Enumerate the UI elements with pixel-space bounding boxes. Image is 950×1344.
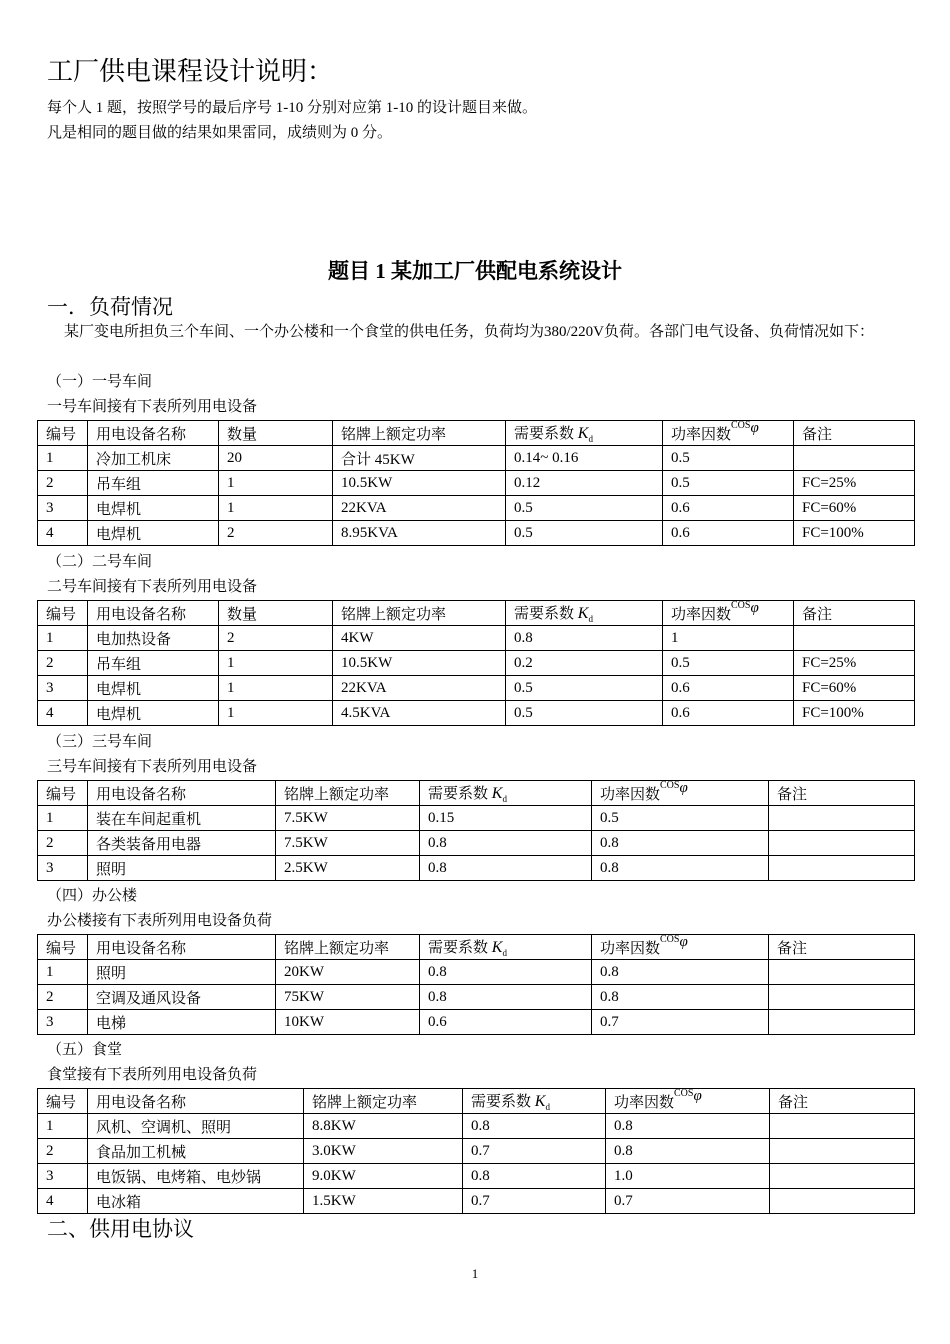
cell: 电梯 (88, 1010, 276, 1035)
cell: 0.6 (663, 676, 794, 701)
cell: FC=60% (794, 676, 915, 701)
cell (770, 1114, 915, 1139)
header-cell: 备注 (769, 935, 915, 960)
cell: 电焊机 (88, 496, 219, 521)
cell: 0.8 (592, 960, 769, 985)
cell (769, 1010, 915, 1035)
workshop2-table (37, 600, 915, 726)
cell: 0.8 (463, 1114, 606, 1139)
cell: 1 (219, 676, 333, 701)
cell: 0.7 (592, 1010, 769, 1035)
cell (770, 1189, 915, 1214)
workshop2-heading: （二）二号车间 (47, 554, 153, 570)
table-header-row (38, 935, 915, 960)
cell: 3.0KW (304, 1139, 463, 1164)
cell: 1 (38, 446, 88, 471)
cell: 0.6 (663, 701, 794, 726)
instruction-line-1: 每个人 1 题，按照学号的最后序号 1-10 分别对应第 1-10 的设计题目来做。 (47, 100, 537, 116)
cell: 0.8 (420, 985, 592, 1010)
cell: 2 (219, 521, 333, 546)
cell: 0.8 (592, 831, 769, 856)
header-label: 功率因数 (600, 786, 661, 803)
section-intro: 某厂变电所担负三个车间、一个办公楼和一个食堂的供电任务，负荷均为380/220V负荷。各部门电气设备、负荷情况如下： (64, 324, 875, 340)
header-cell-cos (663, 421, 794, 446)
canteen-caption: 食堂接有下表所列用电设备负荷 (47, 1067, 258, 1083)
table-header-row (38, 421, 915, 446)
cell: 吊车组 (88, 651, 219, 676)
header-cell-kd (420, 935, 592, 960)
cell: 0.5 (663, 471, 794, 496)
kd-symbol: $K_d$ (491, 938, 507, 959)
cell: 1 (38, 1114, 88, 1139)
workshop1-caption: 一号车间接有下表所列用电设备 (47, 399, 258, 415)
cell: 0.8 (592, 856, 769, 881)
table-row (38, 1189, 915, 1214)
cell: 电冰箱 (88, 1189, 304, 1214)
header-label: 需要系数 (428, 939, 489, 956)
kd-symbol: $K_d$ (534, 1092, 550, 1113)
header-cell: 用电设备名称 (88, 781, 276, 806)
cell: 4.5KVA (333, 701, 506, 726)
header-cell: 铭牌上额定功率 (276, 781, 420, 806)
cell: 2.5KW (276, 856, 420, 881)
phi-symbol: φ (750, 600, 759, 616)
table-row (38, 856, 915, 881)
cell: FC=100% (794, 701, 915, 726)
table-row (38, 521, 915, 546)
header-label: 需要系数 (471, 1093, 532, 1110)
header-cell: 数量 (219, 601, 333, 626)
cell (769, 985, 915, 1010)
cell: 0.5 (663, 446, 794, 471)
cell: 0.8 (506, 626, 663, 651)
cell: 电焊机 (88, 676, 219, 701)
header-cell-cos (592, 781, 769, 806)
header-cell-cos (606, 1089, 770, 1114)
cell: 电焊机 (88, 521, 219, 546)
cell: 合计 45KW (333, 446, 506, 471)
cell: 1 (219, 651, 333, 676)
cell: 各类装备用电器 (88, 831, 276, 856)
cell (770, 1164, 915, 1189)
cell (794, 626, 915, 651)
table-row (38, 496, 915, 521)
table-row (38, 960, 915, 985)
header-cell-cos (663, 601, 794, 626)
cell: 空调及通风设备 (88, 985, 276, 1010)
cell: 1.0 (606, 1164, 770, 1189)
header-cell: 备注 (794, 421, 915, 446)
cell: 照明 (88, 856, 276, 881)
workshop1-heading: （一）一号车间 (47, 374, 153, 390)
workshop2-caption: 二号车间接有下表所列用电设备 (47, 579, 258, 595)
header-label: 功率因数 (671, 606, 732, 623)
cell: 1 (38, 960, 88, 985)
cell: 3 (38, 1164, 88, 1189)
header-cell: 用电设备名称 (88, 601, 219, 626)
cell: 20 (219, 446, 333, 471)
cell: 0.5 (506, 701, 663, 726)
cell: 10.5KW (333, 651, 506, 676)
cell: FC=100% (794, 521, 915, 546)
cell: 2 (38, 831, 88, 856)
cell: 0.6 (663, 521, 794, 546)
cell: 0.5 (506, 676, 663, 701)
cell: 0.14~ 0.16 (506, 446, 663, 471)
cell: 0.7 (606, 1189, 770, 1214)
header-cell: 编号 (38, 421, 88, 446)
header-cell: 备注 (794, 601, 915, 626)
table-row (38, 1010, 915, 1035)
header-label: 功率因数 (600, 940, 661, 957)
header-cell-cos (592, 935, 769, 960)
canteen-table (37, 1088, 915, 1214)
cell: 0.5 (592, 806, 769, 831)
table-row (38, 1164, 915, 1189)
office-table (37, 934, 915, 1035)
cell: 吊车组 (88, 471, 219, 496)
table-row (38, 626, 915, 651)
cell: 电焊机 (88, 701, 219, 726)
cell: 7.5KW (276, 806, 420, 831)
cell (769, 831, 915, 856)
cell: 2 (38, 985, 88, 1010)
cell: 食品加工机械 (88, 1139, 304, 1164)
cell: 1 (663, 626, 794, 651)
header-cell: 铭牌上额定功率 (304, 1089, 463, 1114)
workshop3-heading: （三）三号车间 (47, 734, 153, 750)
cell: 4KW (333, 626, 506, 651)
cell: FC=60% (794, 496, 915, 521)
workshop1-table (37, 420, 915, 546)
section-heading-agreement: 二、供用电协议 (47, 1217, 194, 1241)
phi-symbol: φ (693, 1088, 702, 1104)
cell: 10.5KW (333, 471, 506, 496)
doc-title: 工厂供电课程设计说明： (47, 57, 334, 86)
header-cell: 备注 (770, 1089, 915, 1114)
cell: 0.12 (506, 471, 663, 496)
header-cell: 编号 (38, 935, 88, 960)
cell: 0.7 (463, 1189, 606, 1214)
cell: FC=25% (794, 471, 915, 496)
phi-symbol: φ (679, 780, 688, 796)
cell: 0.7 (463, 1139, 606, 1164)
header-cell: 编号 (38, 781, 88, 806)
cell: 0.5 (506, 496, 663, 521)
cell: 1 (38, 626, 88, 651)
cell: 75KW (276, 985, 420, 1010)
table-row (38, 701, 915, 726)
cell: 0.8 (606, 1139, 770, 1164)
cell: 4 (38, 521, 88, 546)
header-cell: 铭牌上额定功率 (276, 935, 420, 960)
instruction-line-2: 凡是相同的题目做的结果如果雷同，成绩则为 0 分。 (47, 125, 393, 141)
cell: 0.8 (592, 985, 769, 1010)
table-row (38, 471, 915, 496)
cell: 22KVA (333, 676, 506, 701)
cell: 9.0KW (304, 1164, 463, 1189)
cell (769, 806, 915, 831)
kd-symbol: $K_d$ (491, 784, 507, 805)
kd-symbol: $K_d$ (577, 424, 593, 445)
cell: 1 (38, 806, 88, 831)
cos-symbol: COS (731, 600, 751, 611)
table-header-row (38, 1089, 915, 1114)
header-cell-kd (506, 421, 663, 446)
cell: 0.8 (420, 960, 592, 985)
table-row (38, 676, 915, 701)
header-cell: 用电设备名称 (88, 421, 219, 446)
cell: 风机、空调机、照明 (88, 1114, 304, 1139)
cell: 2 (38, 651, 88, 676)
cell: 4 (38, 701, 88, 726)
cell: 0.8 (420, 831, 592, 856)
cell: 0.8 (463, 1164, 606, 1189)
header-label: 需要系数 (428, 785, 489, 802)
header-cell-kd (463, 1089, 606, 1114)
workshop3-caption: 三号车间接有下表所列用电设备 (47, 759, 258, 775)
phi-symbol: φ (679, 934, 688, 950)
cell: 冷加工机床 (88, 446, 219, 471)
cell: 3 (38, 1010, 88, 1035)
cell (769, 856, 915, 881)
table-row (38, 651, 915, 676)
cell (770, 1139, 915, 1164)
header-cell: 铭牌上额定功率 (333, 421, 506, 446)
cell: 0.5 (506, 521, 663, 546)
cell: 0.6 (663, 496, 794, 521)
cell: 电加热设备 (88, 626, 219, 651)
phi-symbol: φ (750, 420, 759, 436)
table-row (38, 1114, 915, 1139)
office-heading: （四）办公楼 (47, 888, 138, 904)
cell: 1 (219, 471, 333, 496)
table-row (38, 1139, 915, 1164)
header-label: 需要系数 (514, 425, 575, 442)
header-cell: 数量 (219, 421, 333, 446)
cell: 3 (38, 856, 88, 881)
cos-symbol: COS (660, 934, 680, 945)
cell: 8.8KW (304, 1114, 463, 1139)
cell: 8.95KVA (333, 521, 506, 546)
header-cell: 铭牌上额定功率 (333, 601, 506, 626)
canteen-heading: （五）食堂 (47, 1042, 123, 1058)
cell: 0.6 (420, 1010, 592, 1035)
section-heading-load: 一．负荷情况 (47, 295, 173, 319)
header-cell-kd (420, 781, 592, 806)
cos-symbol: COS (674, 1088, 694, 1099)
cell: 3 (38, 496, 88, 521)
header-cell: 编号 (38, 601, 88, 626)
office-caption: 办公楼接有下表所列用电设备负荷 (47, 913, 273, 929)
header-cell: 备注 (769, 781, 915, 806)
table-header-row (38, 601, 915, 626)
cell: 2 (38, 471, 88, 496)
cell (794, 446, 915, 471)
table-row (38, 446, 915, 471)
cell: 1 (219, 701, 333, 726)
table-header-row (38, 781, 915, 806)
header-cell-kd (506, 601, 663, 626)
cell: FC=25% (794, 651, 915, 676)
cell: 0.2 (506, 651, 663, 676)
cell: 2 (38, 1139, 88, 1164)
cell: 4 (38, 1189, 88, 1214)
cell: 20KW (276, 960, 420, 985)
header-label: 需要系数 (514, 605, 575, 622)
page-number: 1 (471, 1266, 479, 1281)
cos-symbol: COS (660, 780, 680, 791)
cell: 0.5 (663, 651, 794, 676)
cell: 2 (219, 626, 333, 651)
cell (769, 960, 915, 985)
cell: 0.8 (606, 1114, 770, 1139)
table-row (38, 985, 915, 1010)
kd-symbol: $K_d$ (577, 604, 593, 625)
cell: 1.5KW (304, 1189, 463, 1214)
workshop3-table (37, 780, 915, 881)
cell: 0.15 (420, 806, 592, 831)
cell: 10KW (276, 1010, 420, 1035)
topic-title: 题目 1 某加工厂供配电系统设计 (328, 259, 622, 283)
cell: 22KVA (333, 496, 506, 521)
header-label: 功率因数 (614, 1094, 675, 1111)
cell: 装在车间起重机 (88, 806, 276, 831)
cell: 3 (38, 676, 88, 701)
cell: 照明 (88, 960, 276, 985)
header-cell: 编号 (38, 1089, 88, 1114)
table-row (38, 806, 915, 831)
table-row (38, 831, 915, 856)
cell: 1 (219, 496, 333, 521)
cos-symbol: COS (731, 420, 751, 431)
header-cell: 用电设备名称 (88, 1089, 304, 1114)
header-cell: 用电设备名称 (88, 935, 276, 960)
header-label: 功率因数 (671, 426, 732, 443)
cell: 电饭锅、电烤箱、电炒锅 (88, 1164, 304, 1189)
cell: 7.5KW (276, 831, 420, 856)
cell: 0.8 (420, 856, 592, 881)
